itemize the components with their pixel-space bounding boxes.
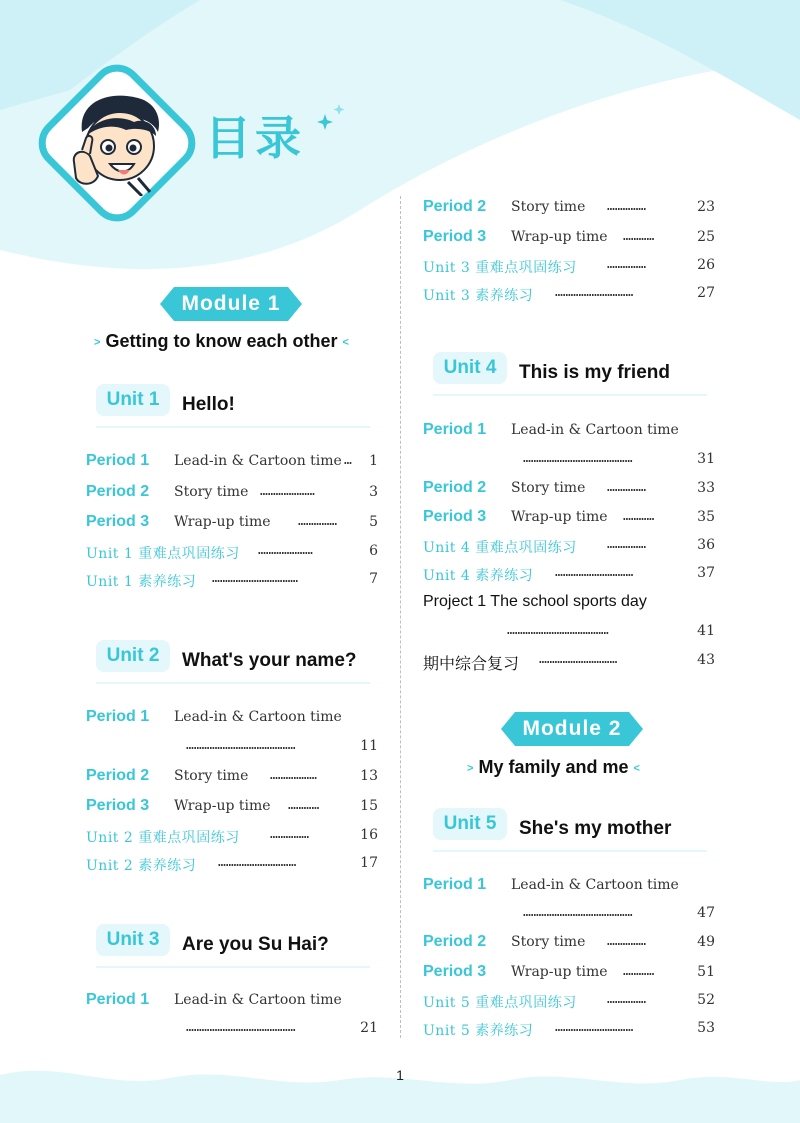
toc-entry[interactable]: Unit 5 重难点巩固练习 …………… 52 [423,992,715,1011]
toc-entry[interactable]: Period 3 Wrap-up time ………… 35 [423,508,715,525]
sparkle-icon [315,100,349,134]
unit-5-heading: Unit 5 She's my mother [433,808,707,852]
unit-1-heading: Unit 1 Hello! [96,384,370,428]
module-2-subtitle: > My family and me < [467,757,640,777]
page-title: 目录 [205,111,305,165]
column-divider [400,196,401,1038]
module-2-badge: Module 2 [501,712,643,746]
toc-entry[interactable]: Unit 4 素养练习 ………………………… 37 [423,565,715,584]
toc-entry[interactable]: Period 1 Lead-in & Cartoon time [86,991,342,1008]
toc-entry[interactable]: Unit 5 素养练习 ………………………… 53 [423,1020,715,1039]
toc-entry[interactable]: Unit 2 素养练习 ………………………… 17 [86,855,378,874]
unit-4-heading: Unit 4 This is my friend [433,352,707,396]
toc-header [40,60,360,220]
unit-3-heading: Unit 3 Are you Su Hai? [96,924,370,968]
toc-entry[interactable]: Period 3 Wrap-up time …………… 5 [86,513,378,530]
toc-entry[interactable]: Period 2 Story time …………… 23 [423,198,715,215]
toc-entry[interactable]: 期中综合复习 ………………………… 43 [423,652,715,673]
toc-entry[interactable]: Period 1 Lead-in & Cartoon time [423,421,679,438]
module-1-subtitle: > Getting to know each other < [94,331,349,351]
toc-entry[interactable]: Period 3 Wrap-up time ………… 51 [423,963,715,980]
toc-entry-page[interactable]: ………………………………… 41 [507,623,715,639]
page-number: 1 [396,1067,404,1083]
toc-entry[interactable]: Period 1 Lead-in & Cartoon time [86,708,342,725]
toc-entry[interactable]: Period 3 Wrap-up time ………… 25 [423,228,715,245]
unit-2-heading: Unit 2 What's your name? [96,640,370,684]
module-1-badge: Module 1 [160,287,302,321]
toc-entry-page[interactable]: …………………………………… 47 [523,905,715,921]
toc-entry[interactable]: Unit 3 素养练习 ………………………… 27 [423,285,715,304]
toc-entry[interactable]: Unit 1 重难点巩固练习 ………………… 6 [86,543,378,562]
toc-entry[interactable]: Period 1 Lead-in & Cartoon time … 1 [86,452,378,469]
toc-entry[interactable]: Period 2 Story time ………………… 3 [86,483,378,500]
toc-entry-page[interactable]: …………………………………… 31 [523,451,715,467]
toc-entry[interactable]: Period 2 Story time …………… 49 [423,933,715,950]
toc-entry[interactable]: Unit 3 重难点巩固练习 …………… 26 [423,257,715,276]
toc-entry[interactable]: Unit 4 重难点巩固练习 …………… 36 [423,537,715,556]
toc-entry[interactable]: Period 2 Story time …………… 33 [423,479,715,496]
toc-entry-page[interactable]: …………………………………… 11 [186,738,378,754]
toc-entry[interactable]: Period 3 Wrap-up time ………… 15 [86,797,378,814]
toc-entry[interactable]: Unit 1 素养练习 …………………………… 7 [86,571,378,590]
toc-entry[interactable]: Project 1 The school sports day [423,593,647,610]
toc-entry[interactable]: Period 2 Story time ……………… 13 [86,767,378,784]
toc-entry-page[interactable]: …………………………………… 21 [186,1020,378,1036]
toc-entry[interactable]: Unit 2 重难点巩固练习 …………… 16 [86,827,378,846]
boy-mascot-icon [68,92,166,196]
toc-entry[interactable]: Period 1 Lead-in & Cartoon time [423,876,679,893]
